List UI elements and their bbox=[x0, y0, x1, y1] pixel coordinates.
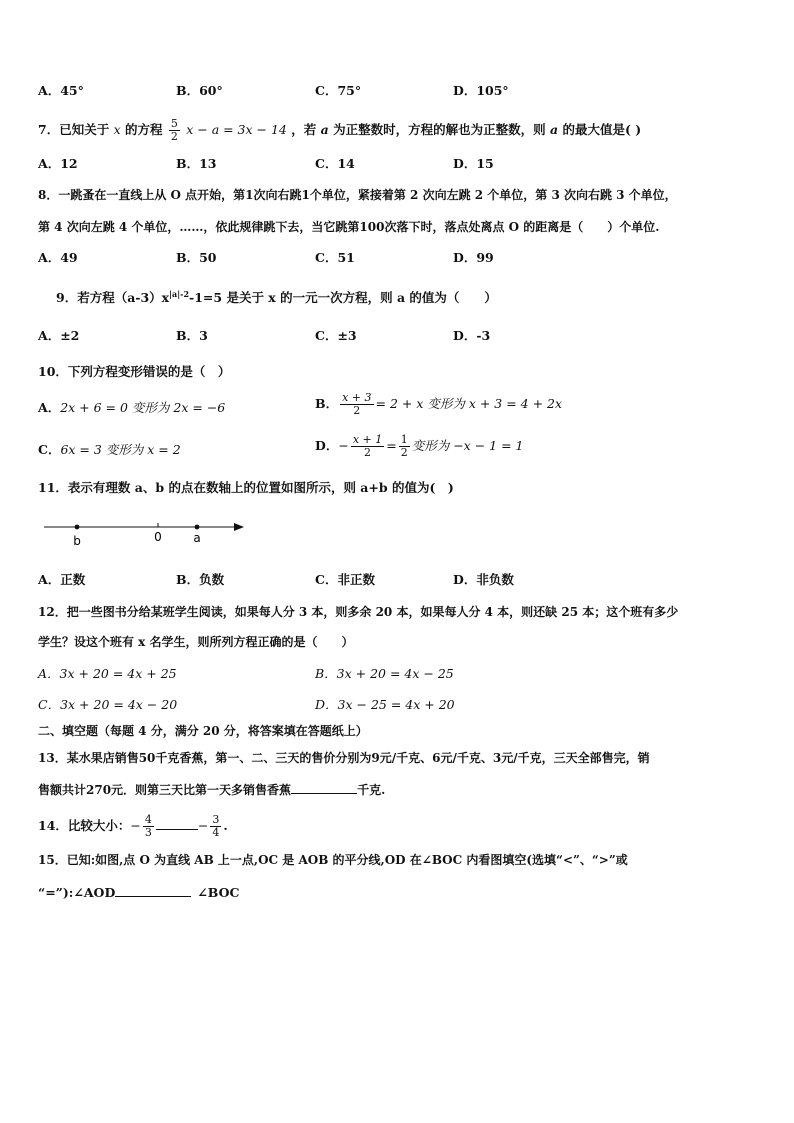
q11-option-d: D．非负数 bbox=[453, 572, 514, 587]
q11-option-b: B．负数 bbox=[176, 572, 225, 587]
label-b: b bbox=[73, 534, 81, 548]
q7-prefix: 7．已知关于 bbox=[38, 122, 110, 137]
q13-line2: 售额共计270元．则第三天比第一天多销售香蕉 千克. bbox=[38, 783, 386, 797]
q11-option-a: A．正数 bbox=[38, 572, 86, 587]
q6-option-a: A．45° bbox=[38, 83, 84, 98]
q7-mid3: 为正整数时，方程的解也为正整数，则 bbox=[333, 122, 546, 137]
arrow-icon bbox=[234, 523, 244, 531]
q7-suffix: 的最大值是( ) bbox=[562, 122, 642, 137]
q8-line1: 8．一跳蚤在一直线上从 O 点开始，第1次向右跳1个单位，紧接着第 2 次向左跳 2 个单位，第 3 次向右跳 3 个单位， bbox=[38, 188, 677, 202]
q9-option-a: A．±2 bbox=[38, 328, 80, 343]
q6-option-d: D．105° bbox=[453, 83, 509, 98]
q14-stem: 14．比较大小：− $\frac{4}{3}$ − $\frac{3}{4}$ . bbox=[38, 813, 228, 839]
q10-b-fraction: $\frac{x + 3}{2}$ bbox=[342, 391, 372, 417]
q11-option-c: C．非正数 bbox=[315, 572, 375, 587]
q9-exponent: |a|-2 bbox=[169, 289, 190, 299]
q7-var-a: a bbox=[320, 122, 329, 137]
q7-mid2: ，若 bbox=[291, 122, 317, 137]
q7-var-a2: a bbox=[549, 122, 559, 137]
q14-answer-blank[interactable] bbox=[156, 817, 198, 830]
q7-fraction: $\frac{5}{2}$ bbox=[170, 117, 178, 143]
q15-line1: 15．已知:如图,点 O 为直线 AB 上一点,OC 是 AOB 的平分线,OD 在∠BOC 内看图填空(选填“<”、“>”或 bbox=[38, 853, 628, 867]
q7-option-a: A．12 bbox=[38, 156, 78, 171]
number-line-figure bbox=[40, 515, 250, 549]
q14-fraction2: $\frac{3}{4}$ bbox=[212, 813, 220, 839]
q10-d-fraction2: $\frac{1}{2}$ bbox=[400, 433, 408, 459]
point-b bbox=[75, 525, 80, 530]
q14-fraction1: $\frac{4}{3}$ bbox=[144, 813, 152, 839]
q9-option-c: C．±3 bbox=[315, 328, 357, 343]
q8-option-b: B．50 bbox=[176, 250, 217, 265]
q10-option-c: C．6x = 3 变形为 x = 2 bbox=[38, 442, 181, 457]
q7-equation: x − a = 3x − 14 bbox=[186, 122, 287, 137]
q7-option-c: C．14 bbox=[315, 156, 355, 171]
q10-option-b: B． $\frac{x + 3}{2}$ = 2 + x 变形为 x + 3 = 4 + 2x bbox=[315, 391, 563, 417]
q10-stem: 10．下列方程变形错误的是（ ） bbox=[38, 364, 231, 379]
q7-var-x: x bbox=[113, 122, 121, 137]
q8-option-a: A．49 bbox=[38, 250, 78, 265]
q6-option-b: B．60° bbox=[176, 83, 223, 98]
q15-line2: “=”):∠AOD ∠BOC bbox=[38, 885, 240, 900]
section-title-fill-in: 二、填空题（每题 4 分，满分 20 分，将答案填在答题纸上） bbox=[38, 724, 368, 738]
q6-option-c: C．75° bbox=[315, 83, 362, 98]
q13-line1: 13．某水果店销售50千克香蕉，第一、二、三天的售价分别为9元/千克、6元/千克、3元/千克，三天全部售完，销 bbox=[38, 751, 650, 765]
q8-line2: 第 4 次向左跳 4 个单位，……，依此规律跳下去，当它跳第100次落下时，落点处离点 O 的距离是（ ）个单位. bbox=[38, 220, 660, 234]
q7-mid1: 的方程 bbox=[124, 122, 163, 137]
q12-line2: 学生？设这个班有 x 名学生，则所列方程正确的是（ ） bbox=[38, 635, 354, 649]
q9-prefix: 9．若方程（a-3）x bbox=[56, 290, 170, 306]
q12-line1: 12．把一些图书分给某班学生阅读，如果每人分 3 本，则多余 20 本，如果每人分 4 本，则还缺 25 本；这个班有多少 bbox=[38, 605, 679, 619]
q9-option-b: B．3 bbox=[176, 328, 208, 343]
label-a: a bbox=[193, 531, 201, 545]
q10-option-a: A．2x + 6 = 0 变形为 2x = −6 bbox=[38, 400, 226, 415]
q9-stem bbox=[56, 286, 497, 306]
q12-option-a: A．3x + 20 = 4x + 25 bbox=[38, 666, 177, 681]
q7-stem bbox=[38, 118, 641, 143]
q8-option-d: D．99 bbox=[453, 250, 494, 265]
q13-answer-blank[interactable] bbox=[291, 781, 357, 794]
q12-option-d: D．3x − 25 = 4x + 20 bbox=[315, 697, 455, 712]
q12-option-b: B．3x + 20 = 4x − 25 bbox=[315, 666, 454, 681]
q9-option-d: D．-3 bbox=[453, 328, 491, 343]
q10-option-d: D．− $\frac{x + 1}{2}$ = $\frac{1}{2}$ 变形为 −x − 1 = 1 bbox=[315, 433, 524, 459]
q10-d-fraction: $\frac{x + 1}{2}$ bbox=[352, 433, 383, 459]
q8-option-c: C．51 bbox=[315, 250, 355, 265]
q12-option-c: C．3x + 20 = 4x − 20 bbox=[38, 697, 178, 712]
label-zero: 0 bbox=[154, 530, 162, 544]
q15-answer-blank[interactable] bbox=[115, 884, 191, 897]
q9-suffix: -1=5 是关于 x 的一元一次方程，则 a 的值为（ ） bbox=[189, 290, 497, 306]
q7-option-b: B．13 bbox=[176, 156, 217, 171]
q11-stem: 11．表示有理数 a、b 的点在数轴上的位置如图所示，则 a+b 的值为( ) bbox=[38, 480, 454, 495]
q7-option-d: D．15 bbox=[453, 156, 494, 171]
point-a bbox=[195, 525, 200, 530]
